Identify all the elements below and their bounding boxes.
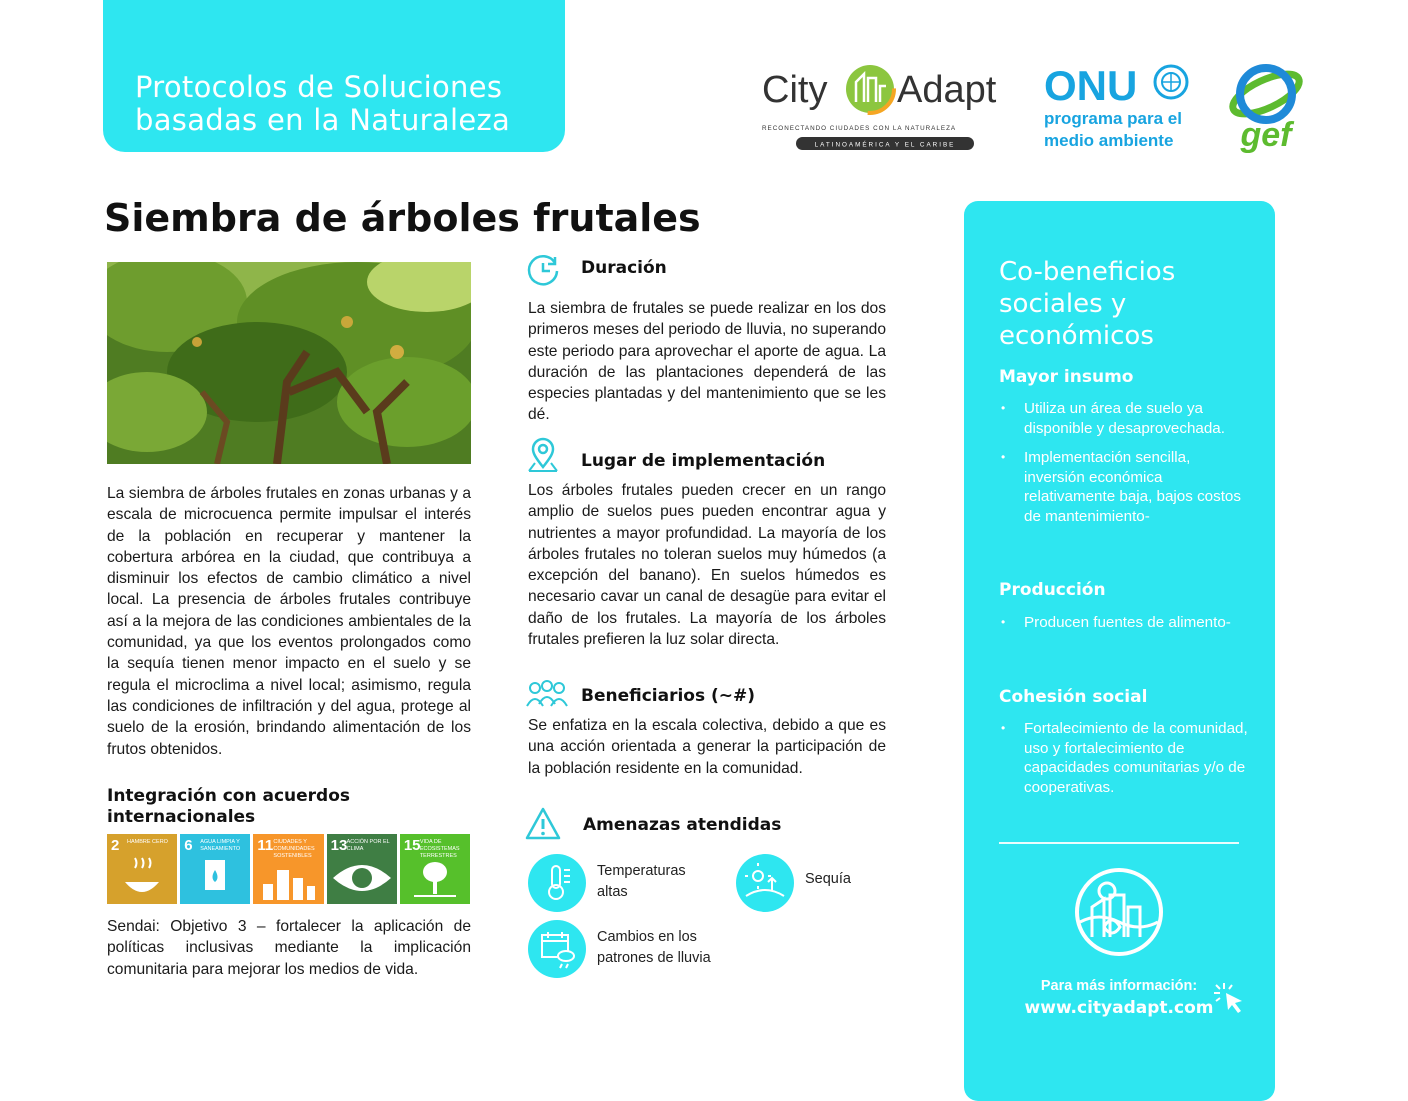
threat-label-line: patrones de lluvia [597,950,711,966]
fruit-tree-photo [107,262,471,464]
threat-label-rain-patterns [597,927,711,969]
banner-title-line1: Protocolos de Soluciones [135,70,503,104]
cityadapt-emblem-icon [1074,867,1164,957]
cobenefits-title: Co-beneficios sociales y económicos [999,257,1176,351]
sdg-number: 13 [330,837,348,854]
beneficiaries-title: Beneficiarios (~#) [581,686,756,706]
sdg-label: AGUA LIMPIA Y SANEAMIENTO [200,839,241,852]
svg-text:City: City [762,69,828,111]
svg-text:RECONECTANDO CIUDADES CON LA N: RECONECTANDO CIUDADES CON LA NATURALEZA [762,125,957,132]
integration-heading-line2: internacionales [107,807,256,827]
sdg-label: ACCIÓN POR EL CLIMA [346,839,390,852]
page-title: Siembra de árboles frutales [104,196,701,240]
cobenefits-panel [964,201,1275,1101]
clock-icon [525,253,561,289]
onu-environment-logo[interactable] [1042,60,1202,152]
group-list-produccion [999,613,1249,643]
sdg-label: HAMBRE CERO [127,839,168,845]
location-pin-icon [525,437,561,473]
sendai-paragraph: Sendai: Objetivo 3 – fortalecer la aplicación de políticas inclusivas mediante la implicación comunitaria para mejorar los medios de vida. [107,918,471,978]
sdg-label: CIUDADES Y COMUNIDADES SOSTENIBLES [273,839,315,859]
group-list-insumo [999,399,1249,536]
intro-paragraph: La siembra de árboles frutales en zonas urbanas y a escala de microcuenca permite impulsar el interés de la población en recuperar y mantener la cobertura arbórea en la ciudad, que contribuya a disminuir los efectos de cambio climático a nivel local. La presencia de árboles frutales contribuye así a la mejora de las condiciones ambientales de la comunidad, ya que los eventos prolongados como la sequía tienen menor impacto en el suelo y se regula el microclima a nivel local; asimismo, regula las condiciones de infiltración y del agua, protege al suelo de la erosión, brindando alimentación de los frutos obtenidos. [107,485,471,758]
city-icon [253,856,323,904]
duration-text: La siembra de frutales se puede realizar en los dos primeros meses del periodo de lluvia, no superando este periodo para aprovechar el aporte de agua. La duración de las plantaciones dependerá de las especies plantadas y del mantenimiento que se les dé. [528,300,886,424]
eye-globe-icon [327,856,397,904]
people-group-icon [525,678,569,714]
rain-calendar-icon [528,920,586,978]
warning-icon [525,806,561,842]
sdg-13-tile[interactable] [327,834,397,904]
click-cursor-icon [1210,979,1248,1017]
tree-icon [400,856,470,904]
threats-title: Amenazas atendidas [583,815,782,835]
list-item: • Implementación sencilla, inversión económica relativamente baja, bajos costos de mantenimiento- [999,448,1249,526]
more-info-label: Para más información: [1040,978,1198,994]
thermometer-icon [528,854,586,912]
list-item: • Producen fuentes de alimento- [999,613,1249,633]
cityadapt-logo[interactable] [760,62,1010,154]
beneficiaries-text: Se enfatiza en la escala colectiva, debido a que es una acción orientada a generar la participación de la población residente en la comunidad. [528,717,886,777]
bowl-icon [107,856,177,904]
sdg-icons-row [107,834,470,904]
sdg-number: 2 [111,837,120,854]
drought-icon [736,854,794,912]
threat-label-line: altas [597,884,628,900]
divider [999,842,1239,844]
group-heading-insumo: Mayor insumo [999,367,1134,387]
svg-text:LATINOAMÉRICA Y EL CARIBE: LATINOAMÉRICA Y EL CARIBE [814,141,956,149]
threat-label-drought: Sequía [805,871,851,887]
gef-logo[interactable] [1226,58,1306,154]
svg-text:gef: gef [1240,116,1292,154]
group-heading-cohesion: Cohesión social [999,687,1148,707]
sdg-11-tile[interactable] [253,834,323,904]
sdg-2-tile[interactable] [107,834,177,904]
location-title: Lugar de implementación [581,451,826,471]
banner-title-line2: basadas en la Naturaleza [135,103,511,137]
list-item: • Utiliza un área de suelo ya disponible y desaprovechada. [999,399,1249,438]
sdg-6-tile[interactable] [180,834,250,904]
sdg-label: VIDA DE ECOSISTEMAS TERRESTRES [419,839,460,859]
threat-label-line: Temperaturas [597,863,686,879]
svg-text:ONU: ONU [1044,62,1138,109]
integration-heading-line1: Integración con acuerdos [107,786,351,806]
svg-text:programa para el: programa para el [1044,109,1182,128]
header-banner [103,0,565,152]
location-text: Los árboles frutales pueden crecer en un rango amplio de suelos pues pueden encontrar agua y nutrientes a mayor profundidad. La mayoría de los árboles frutales no toleran suelos muy húmedos (a excepción del banano). En suelos húmedos es necesario cavar un canal de desagüe para evitar el daño de los frutales. La mayoría de los árboles frutales prefieren la luz solar directa. [528,482,886,649]
group-list-cohesion [999,719,1249,807]
sdg-number: 6 [184,837,193,854]
list-item: • Fortalecimiento de la comunidad, uso y fortalecimiento de capacidades comunitarias y/o de cooperativas. [999,719,1249,797]
sdg-number: 15 [403,837,421,854]
sdg-number: 11 [257,837,274,854]
threat-label-line: Cambios en los [597,929,697,945]
duration-title: Duración [581,258,667,278]
threat-label-high-temperatures [597,861,686,903]
sdg-15-tile[interactable] [400,834,470,904]
group-heading-produccion: Producción [999,580,1106,600]
water-icon [180,856,250,904]
website-link[interactable]: www.cityadapt.com [1024,998,1214,1018]
svg-text:medio ambiente: medio ambiente [1044,131,1174,150]
integration-heading [107,786,407,828]
svg-text:Adapt: Adapt [897,69,997,111]
